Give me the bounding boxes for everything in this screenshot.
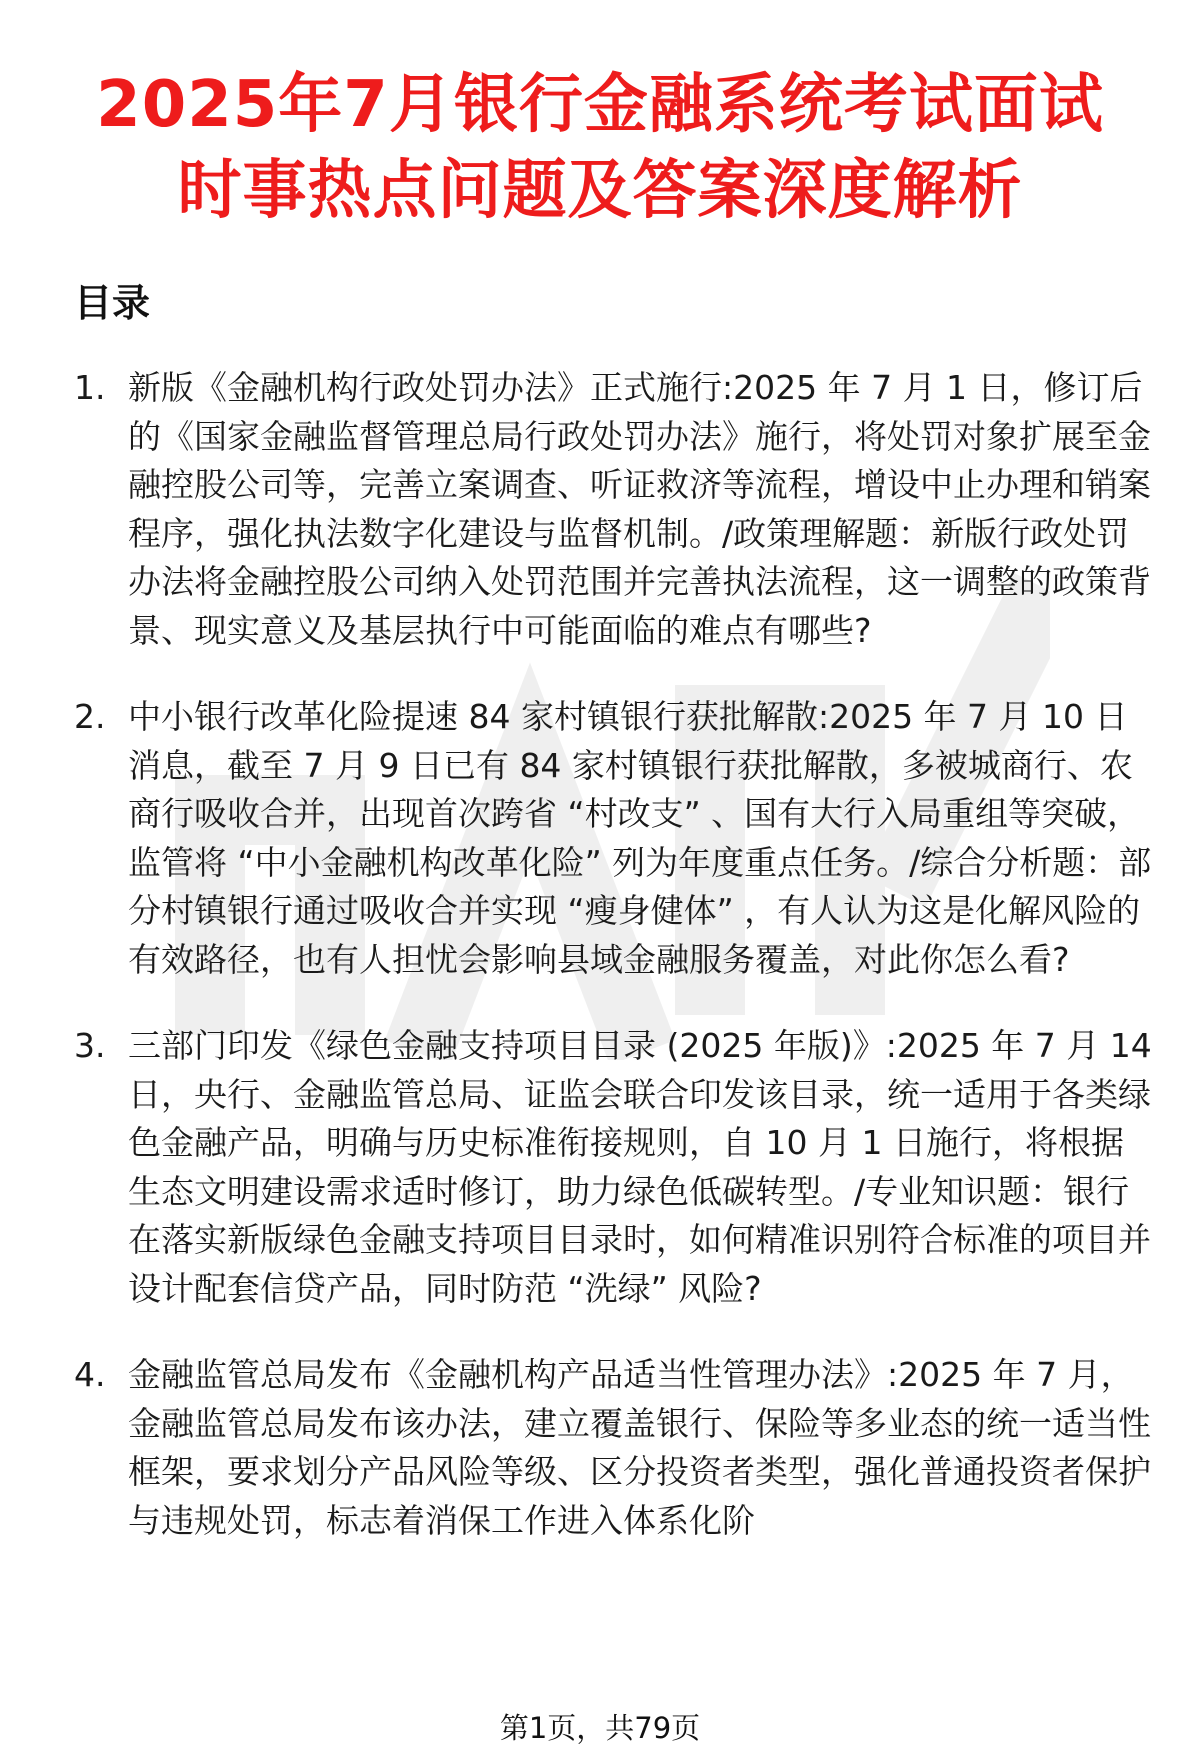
item-number: 2. (74, 697, 106, 736)
title-line-2: 时事热点问题及答案深度解析 (177, 154, 1023, 228)
item-text: 中小银行改革化险提速 84 家村镇银行获批解散:2025 年 7 月 10 日消息，截至 7 月 9 日已有 84 家村镇银行获批解散，多被城商行、农商行吸收合并，出现首次跨省 “村改支” 、国有大行入局重组等突破，监管将 “中小金融机构改革化险” 列为年度重点任务。/综合分析题：部分村镇银行通过吸收合并实现 “瘦身健体” ，有人认为这是化解风险的有效路径，也有人担忧会影响县域金融服务覆盖，对此你怎么看? (128, 697, 1152, 979)
list-item (74, 1022, 1154, 1313)
list-item (74, 1351, 1154, 1545)
item-number: 4. (74, 1355, 106, 1394)
item-number: 1. (74, 368, 106, 407)
page-footer: 第1页，共79页 (499, 1711, 701, 1745)
list-item (74, 364, 1154, 655)
item-number: 3. (74, 1026, 106, 1065)
item-text: 新版《金融机构行政处罚办法》正式施行:2025 年 7 月 1 日，修订后的《国家金融监督管理总局行政处罚办法》施行，将处罚对象扩展至金融控股公司等，完善立案调查、听证救济等流程，增设中止办理和销案程序，强化执法数字化建设与监督机制。/政策理解题：新版行政处罚办法将金融控股公司纳入处罚范围并完善执法流程，这一调整的政策背景、现实意义及基层执行中可能面临的难点有哪些? (128, 368, 1151, 650)
list-item (74, 693, 1154, 984)
item-text: 三部门印发《绿色金融支持项目目录 (2025 年版)》:2025 年 7 月 14 日，央行、金融监管总局、证监会联合印发该目录，统一适用于各类绿色金融产品，明确与历史标准衔接规则，自 10 月 1 日施行，将根据生态文明建设需求适时修订，助力绿色低碳转型。/专业知识题：银行在落实新版绿色金融支持项目目录时，如何精准识别符合标准的项目并设计配套信贷产品，同时防范 “洗绿” 风险? (128, 1026, 1152, 1308)
item-text: 金融监管总局发布《金融机构产品适当性管理办法》:2025 年 7 月，金融监管总局发布该办法，建立覆盖银行、保险等多业态的统一适当性框架，要求划分产品风险等级、区分投资者类型，强化普通投资者保护与违规处罚，标志着消保工作进入体系化阶 (128, 1355, 1151, 1540)
toc-heading: 目录 (74, 281, 151, 325)
document-title (60, 62, 1140, 234)
title-line-1: 2025年7月银行金融系统考试面试 (96, 68, 1104, 142)
toc-list (74, 364, 1154, 1583)
